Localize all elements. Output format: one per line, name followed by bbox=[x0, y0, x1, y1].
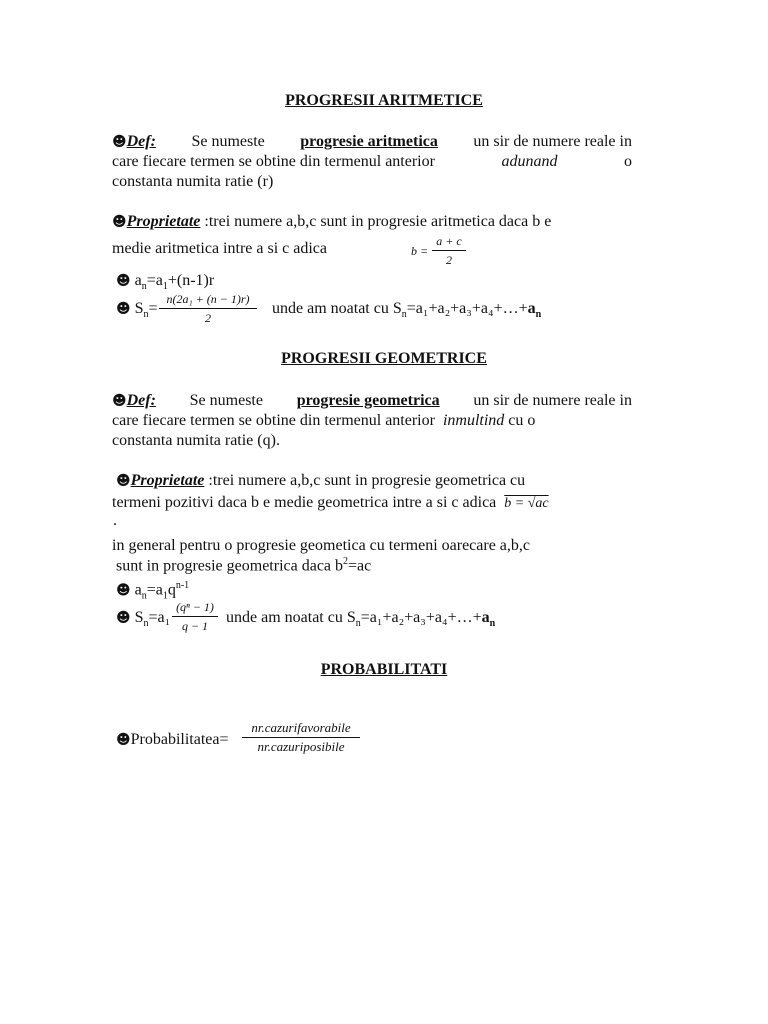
smiley-bullet-icon: ☻ bbox=[112, 134, 127, 150]
def-text: o bbox=[623, 153, 632, 170]
def-italic: adunand bbox=[501, 153, 558, 170]
def-text: cu o bbox=[508, 412, 536, 429]
arithmetic-sum-fraction: n(2a₁ + (n − 1)r) 2 bbox=[159, 292, 257, 325]
smiley-bullet-icon: ☻ bbox=[112, 393, 127, 409]
smiley-bullet-icon: ☻ bbox=[116, 582, 131, 599]
arithmetic-property-line2: medie aritmetica intre a si c adica bbox=[112, 240, 327, 257]
probability-formula: ☻Probabilitatea= bbox=[116, 731, 229, 748]
def-text: constanta numita ratie (q). bbox=[112, 432, 280, 449]
def-text: constanta numita ratie (r) bbox=[112, 173, 274, 190]
smiley-bullet-icon: ☻ bbox=[116, 610, 131, 626]
def-text: un sir de numere reale in bbox=[473, 133, 632, 150]
general-note-line1: in general pentru o progresie geometica cu termeni oarecare a,b,c bbox=[112, 537, 531, 554]
smiley-bullet-icon: ☻ bbox=[116, 473, 131, 489]
def-term: progresie aritmetica bbox=[300, 133, 438, 150]
arithmetic-an-formula: ☻ $a_n=a_1+(n-1)r$ bbox=[116, 272, 215, 293]
def-text: care fiecare termen se obtine din termenul anterior bbox=[112, 412, 435, 429]
arithmetic-sum-note: unde am noatat cu $S_n=a_1+a_2+a_3+a_4+\dots+a_n$ bbox=[272, 300, 542, 321]
probability-fraction: nr.cazurifavorabile nr.cazuriposibile bbox=[242, 721, 360, 754]
prop-formula-lhs: b = bbox=[411, 244, 429, 258]
geometric-definition bbox=[112, 391, 632, 451]
arithmetic-mean-fraction: a + c 2 bbox=[432, 234, 466, 267]
prop-text: :trei numere a,b,c sunt in progresie aritmetica daca b e bbox=[204, 213, 552, 230]
probability-title: PROBABILITATI bbox=[320, 661, 448, 678]
geometric-sn-formula: ☻ $S_n=a_1$ bbox=[116, 609, 171, 630]
geometric-an-formula: ☻ $a_n=a_1q^{n-1}$ bbox=[116, 580, 190, 602]
def-italic: inmultind bbox=[442, 412, 505, 429]
def-text: Se numeste bbox=[189, 392, 263, 409]
geometric-property-line2: termeni pozitivi daca b e medie geometrica intre a si c adica b = √ac bbox=[112, 494, 549, 511]
def-text: un sir de numere reale in bbox=[473, 392, 632, 409]
smiley-bullet-icon: ☻ bbox=[116, 301, 131, 317]
geometric-sum-fraction: (qⁿ − 1) q − 1 bbox=[172, 600, 218, 633]
arithmetic-title: PROGRESII ARITMETICE bbox=[285, 92, 483, 109]
smiley-bullet-icon: ☻ bbox=[112, 214, 127, 230]
arithmetic-property bbox=[112, 212, 642, 232]
def-term: progresie geometrica bbox=[296, 392, 440, 409]
prop-label: Proprietate bbox=[130, 472, 205, 489]
smiley-bullet-icon: ☻ bbox=[116, 273, 131, 289]
general-note-line2: sunt in progresie geometrica daca $b^2=ac$ bbox=[116, 556, 372, 575]
prop-text: :trei numere a,b,c sunt in progresie geometrica cu bbox=[208, 472, 526, 489]
def-text: care fiecare termen se obtine din termenul anterior bbox=[112, 153, 435, 170]
smiley-bullet-icon: ☻ bbox=[116, 732, 131, 748]
prop-label: Proprietate bbox=[126, 213, 201, 230]
arithmetic-sn-formula: ☻ $S_n=$ bbox=[116, 300, 158, 321]
geometric-mean-formula: b = √ac bbox=[504, 496, 549, 511]
def-label: Def: bbox=[126, 133, 156, 150]
geometric-property bbox=[116, 472, 525, 490]
stray-dot: . bbox=[113, 512, 117, 529]
geometric-sum-note: unde am noatat cu $S_n=a_1+a_2+a_3+a_4+\dots+a_n$ bbox=[226, 609, 496, 630]
arithmetic-definition bbox=[112, 132, 632, 192]
def-label: Def: bbox=[126, 392, 156, 409]
geometric-title: PROGRESII GEOMETRICE bbox=[281, 350, 487, 367]
def-text: Se numeste bbox=[191, 133, 265, 150]
